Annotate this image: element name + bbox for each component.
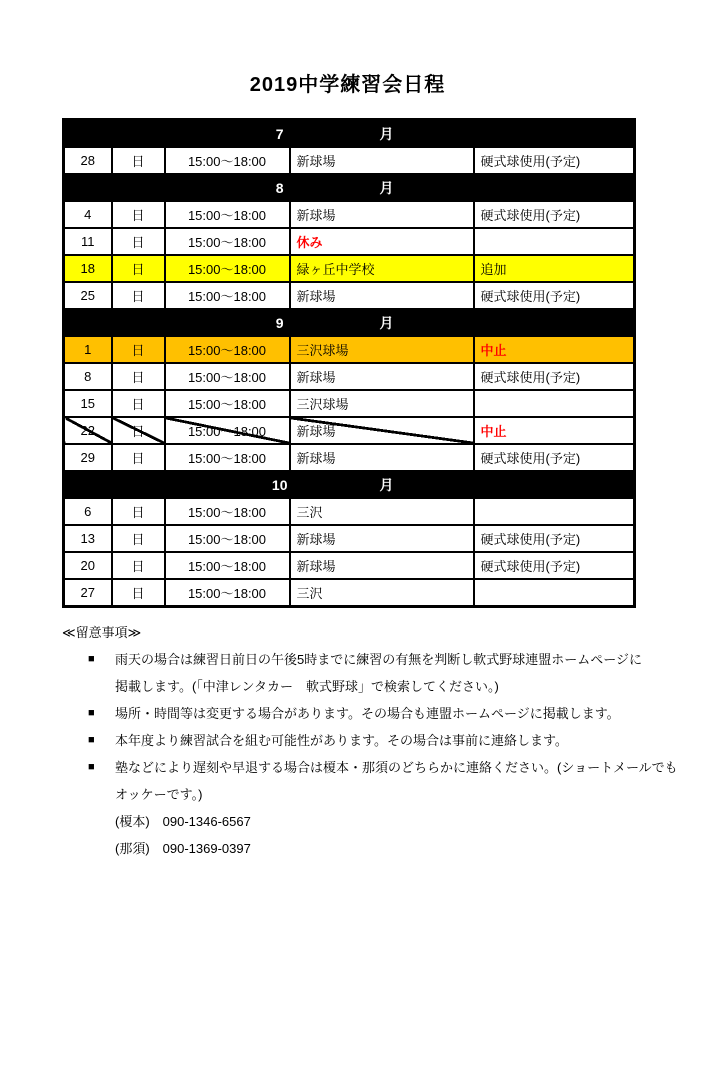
day-cell: 日 bbox=[112, 417, 165, 444]
day-cell: 日 bbox=[112, 552, 165, 579]
month-bar bbox=[64, 120, 635, 148]
note-cell: 中止 bbox=[474, 417, 635, 444]
location-cell: 三沢 bbox=[290, 498, 474, 525]
time-cell: 15:00〜18:00 bbox=[165, 390, 290, 417]
bullet-square-icon: ■ bbox=[88, 707, 95, 719]
date-cell: 1 bbox=[64, 336, 112, 363]
location-cell: 三沢球場 bbox=[290, 336, 474, 363]
time-cell: 15:00〜18:00 bbox=[165, 444, 290, 471]
table-row bbox=[64, 552, 635, 579]
location-cell: 三沢 bbox=[290, 579, 474, 607]
table-row-cancelled bbox=[64, 417, 635, 444]
note-cell: 硬式球使用(予定) bbox=[474, 363, 635, 390]
month-header-october bbox=[64, 471, 635, 498]
date-cell: 27 bbox=[64, 579, 112, 607]
month-bar bbox=[64, 471, 635, 498]
table-row bbox=[64, 579, 635, 607]
table-row bbox=[64, 282, 635, 309]
day-cell: 日 bbox=[112, 363, 165, 390]
date-cell: 28 bbox=[64, 147, 112, 174]
table-row bbox=[64, 147, 635, 174]
day-cell: 日 bbox=[112, 579, 165, 607]
month-label: 月 bbox=[379, 476, 394, 493]
location-cell: 三沢球場 bbox=[290, 390, 474, 417]
month-label: 月 bbox=[379, 314, 394, 331]
date-cell: 13 bbox=[64, 525, 112, 552]
page-title: 2019中学練習会日程 bbox=[249, 74, 446, 96]
date-cell: 18 bbox=[64, 255, 112, 282]
time-cell: 15:00〜18:00 bbox=[165, 336, 290, 363]
location-cell: 新球場 bbox=[290, 444, 474, 471]
day-cell: 日 bbox=[112, 147, 165, 174]
day-cell: 日 bbox=[112, 282, 165, 309]
note-text: 雨天の場合は練習日前日の午後5時までに練習の有無を判断し軟式野球連盟ホームページに bbox=[115, 652, 642, 667]
month-header-august bbox=[64, 174, 635, 201]
day-cell: 日 bbox=[112, 444, 165, 471]
location-cell: 新球場 bbox=[290, 147, 474, 174]
time-cell: 15:00〜18:00 bbox=[165, 525, 290, 552]
note-text: 塾などにより遅刻や早退する場合は榎本・那須のどちらかに連絡ください。(ショートメールでも bbox=[115, 760, 678, 775]
month-header-september bbox=[64, 309, 635, 336]
date-cell: 8 bbox=[64, 363, 112, 390]
notes-section bbox=[62, 619, 678, 862]
month-number: 10 bbox=[271, 476, 288, 493]
month-label: 月 bbox=[379, 179, 394, 196]
note-item-continuation bbox=[62, 781, 672, 808]
table-row bbox=[64, 363, 635, 390]
day-cell: 日 bbox=[112, 525, 165, 552]
table-row bbox=[64, 498, 635, 525]
day-cell: 日 bbox=[112, 201, 165, 228]
note-cell bbox=[474, 579, 635, 607]
table-row bbox=[64, 201, 635, 228]
month-number: 9 bbox=[275, 314, 284, 331]
note-text: オッケーです。) bbox=[115, 787, 203, 802]
day-cell: 日 bbox=[112, 390, 165, 417]
time-cell: 15:00〜18:00 bbox=[165, 363, 290, 390]
note-cell bbox=[474, 498, 635, 525]
day-cell: 日 bbox=[112, 228, 165, 255]
location-cell: 新球場 bbox=[290, 201, 474, 228]
time-cell: 15:00〜18:00 bbox=[165, 201, 290, 228]
note-cell bbox=[474, 390, 635, 417]
bullet-square-icon: ■ bbox=[88, 734, 95, 746]
note-cell: 硬式球使用(予定) bbox=[474, 147, 635, 174]
date-cell: 15 bbox=[64, 390, 112, 417]
schedule-table bbox=[62, 118, 636, 608]
date-cell: 29 bbox=[64, 444, 112, 471]
contact-enomoto: (榎本) 090-1346-6567 bbox=[115, 814, 251, 829]
note-text: 掲載します。(「中津レンタカー 軟式野球」で検索してください。) bbox=[115, 679, 499, 694]
date-cell: 22 bbox=[64, 417, 112, 444]
notes-heading: ≪留意事項≫ bbox=[62, 625, 142, 640]
time-cell: 15:00〜18:00 bbox=[165, 579, 290, 607]
time-cell: 15:00〜18:00 bbox=[165, 552, 290, 579]
time-cell: 15:00〜18:00 bbox=[165, 417, 290, 444]
note-cell: 硬式球使用(予定) bbox=[474, 444, 635, 471]
note-cell: 硬式球使用(予定) bbox=[474, 282, 635, 309]
bullet-square-icon: ■ bbox=[88, 653, 95, 665]
location-cell: 新球場 bbox=[290, 417, 474, 444]
time-cell: 15:00〜18:00 bbox=[165, 147, 290, 174]
date-cell: 4 bbox=[64, 201, 112, 228]
month-bar bbox=[64, 174, 635, 201]
date-cell: 11 bbox=[64, 228, 112, 255]
note-text: 場所・時間等は変更する場合があります。その場合も連盟ホームページに掲載します。 bbox=[115, 706, 620, 721]
contact-nasu: (那須) 090-1369-0397 bbox=[115, 841, 251, 856]
table-row bbox=[64, 390, 635, 417]
time-cell: 15:00〜18:00 bbox=[165, 228, 290, 255]
note-item bbox=[62, 727, 672, 754]
note-cell: 硬式球使用(予定) bbox=[474, 525, 635, 552]
document-page bbox=[0, 68, 724, 1092]
month-number: 8 bbox=[275, 179, 284, 196]
time-cell: 15:00〜18:00 bbox=[165, 255, 290, 282]
note-cell: 追加 bbox=[474, 255, 635, 282]
location-cell: 休み bbox=[290, 228, 474, 255]
note-item bbox=[62, 646, 672, 673]
month-bar bbox=[64, 309, 635, 336]
note-cell bbox=[474, 228, 635, 255]
table-row bbox=[64, 444, 635, 471]
time-cell: 15:00〜18:00 bbox=[165, 498, 290, 525]
note-item-continuation bbox=[62, 673, 672, 700]
date-cell: 25 bbox=[64, 282, 112, 309]
day-cell: 日 bbox=[112, 336, 165, 363]
month-number: 7 bbox=[275, 125, 284, 142]
day-cell: 日 bbox=[112, 255, 165, 282]
location-cell: 新球場 bbox=[290, 525, 474, 552]
note-cell: 中止 bbox=[474, 336, 635, 363]
location-cell: 新球場 bbox=[290, 282, 474, 309]
date-cell: 20 bbox=[64, 552, 112, 579]
location-cell: 緑ヶ丘中学校 bbox=[290, 255, 474, 282]
note-item bbox=[62, 700, 672, 727]
note-text: 本年度より練習試合を組む可能性があります。その場合は事前に連絡します。 bbox=[115, 733, 568, 748]
note-item bbox=[62, 754, 678, 781]
note-cell: 硬式球使用(予定) bbox=[474, 552, 635, 579]
month-label: 月 bbox=[379, 125, 394, 142]
note-cell: 硬式球使用(予定) bbox=[474, 201, 635, 228]
table-row bbox=[64, 228, 635, 255]
table-row-highlighted-yellow bbox=[64, 255, 635, 282]
table-row bbox=[64, 525, 635, 552]
day-cell: 日 bbox=[112, 498, 165, 525]
bullet-square-icon: ■ bbox=[88, 761, 95, 773]
location-cell: 新球場 bbox=[290, 363, 474, 390]
date-cell: 6 bbox=[64, 498, 112, 525]
location-cell: 新球場 bbox=[290, 552, 474, 579]
table-row-cancelled-orange bbox=[64, 336, 635, 363]
month-header-july bbox=[64, 120, 635, 148]
time-cell: 15:00〜18:00 bbox=[165, 282, 290, 309]
